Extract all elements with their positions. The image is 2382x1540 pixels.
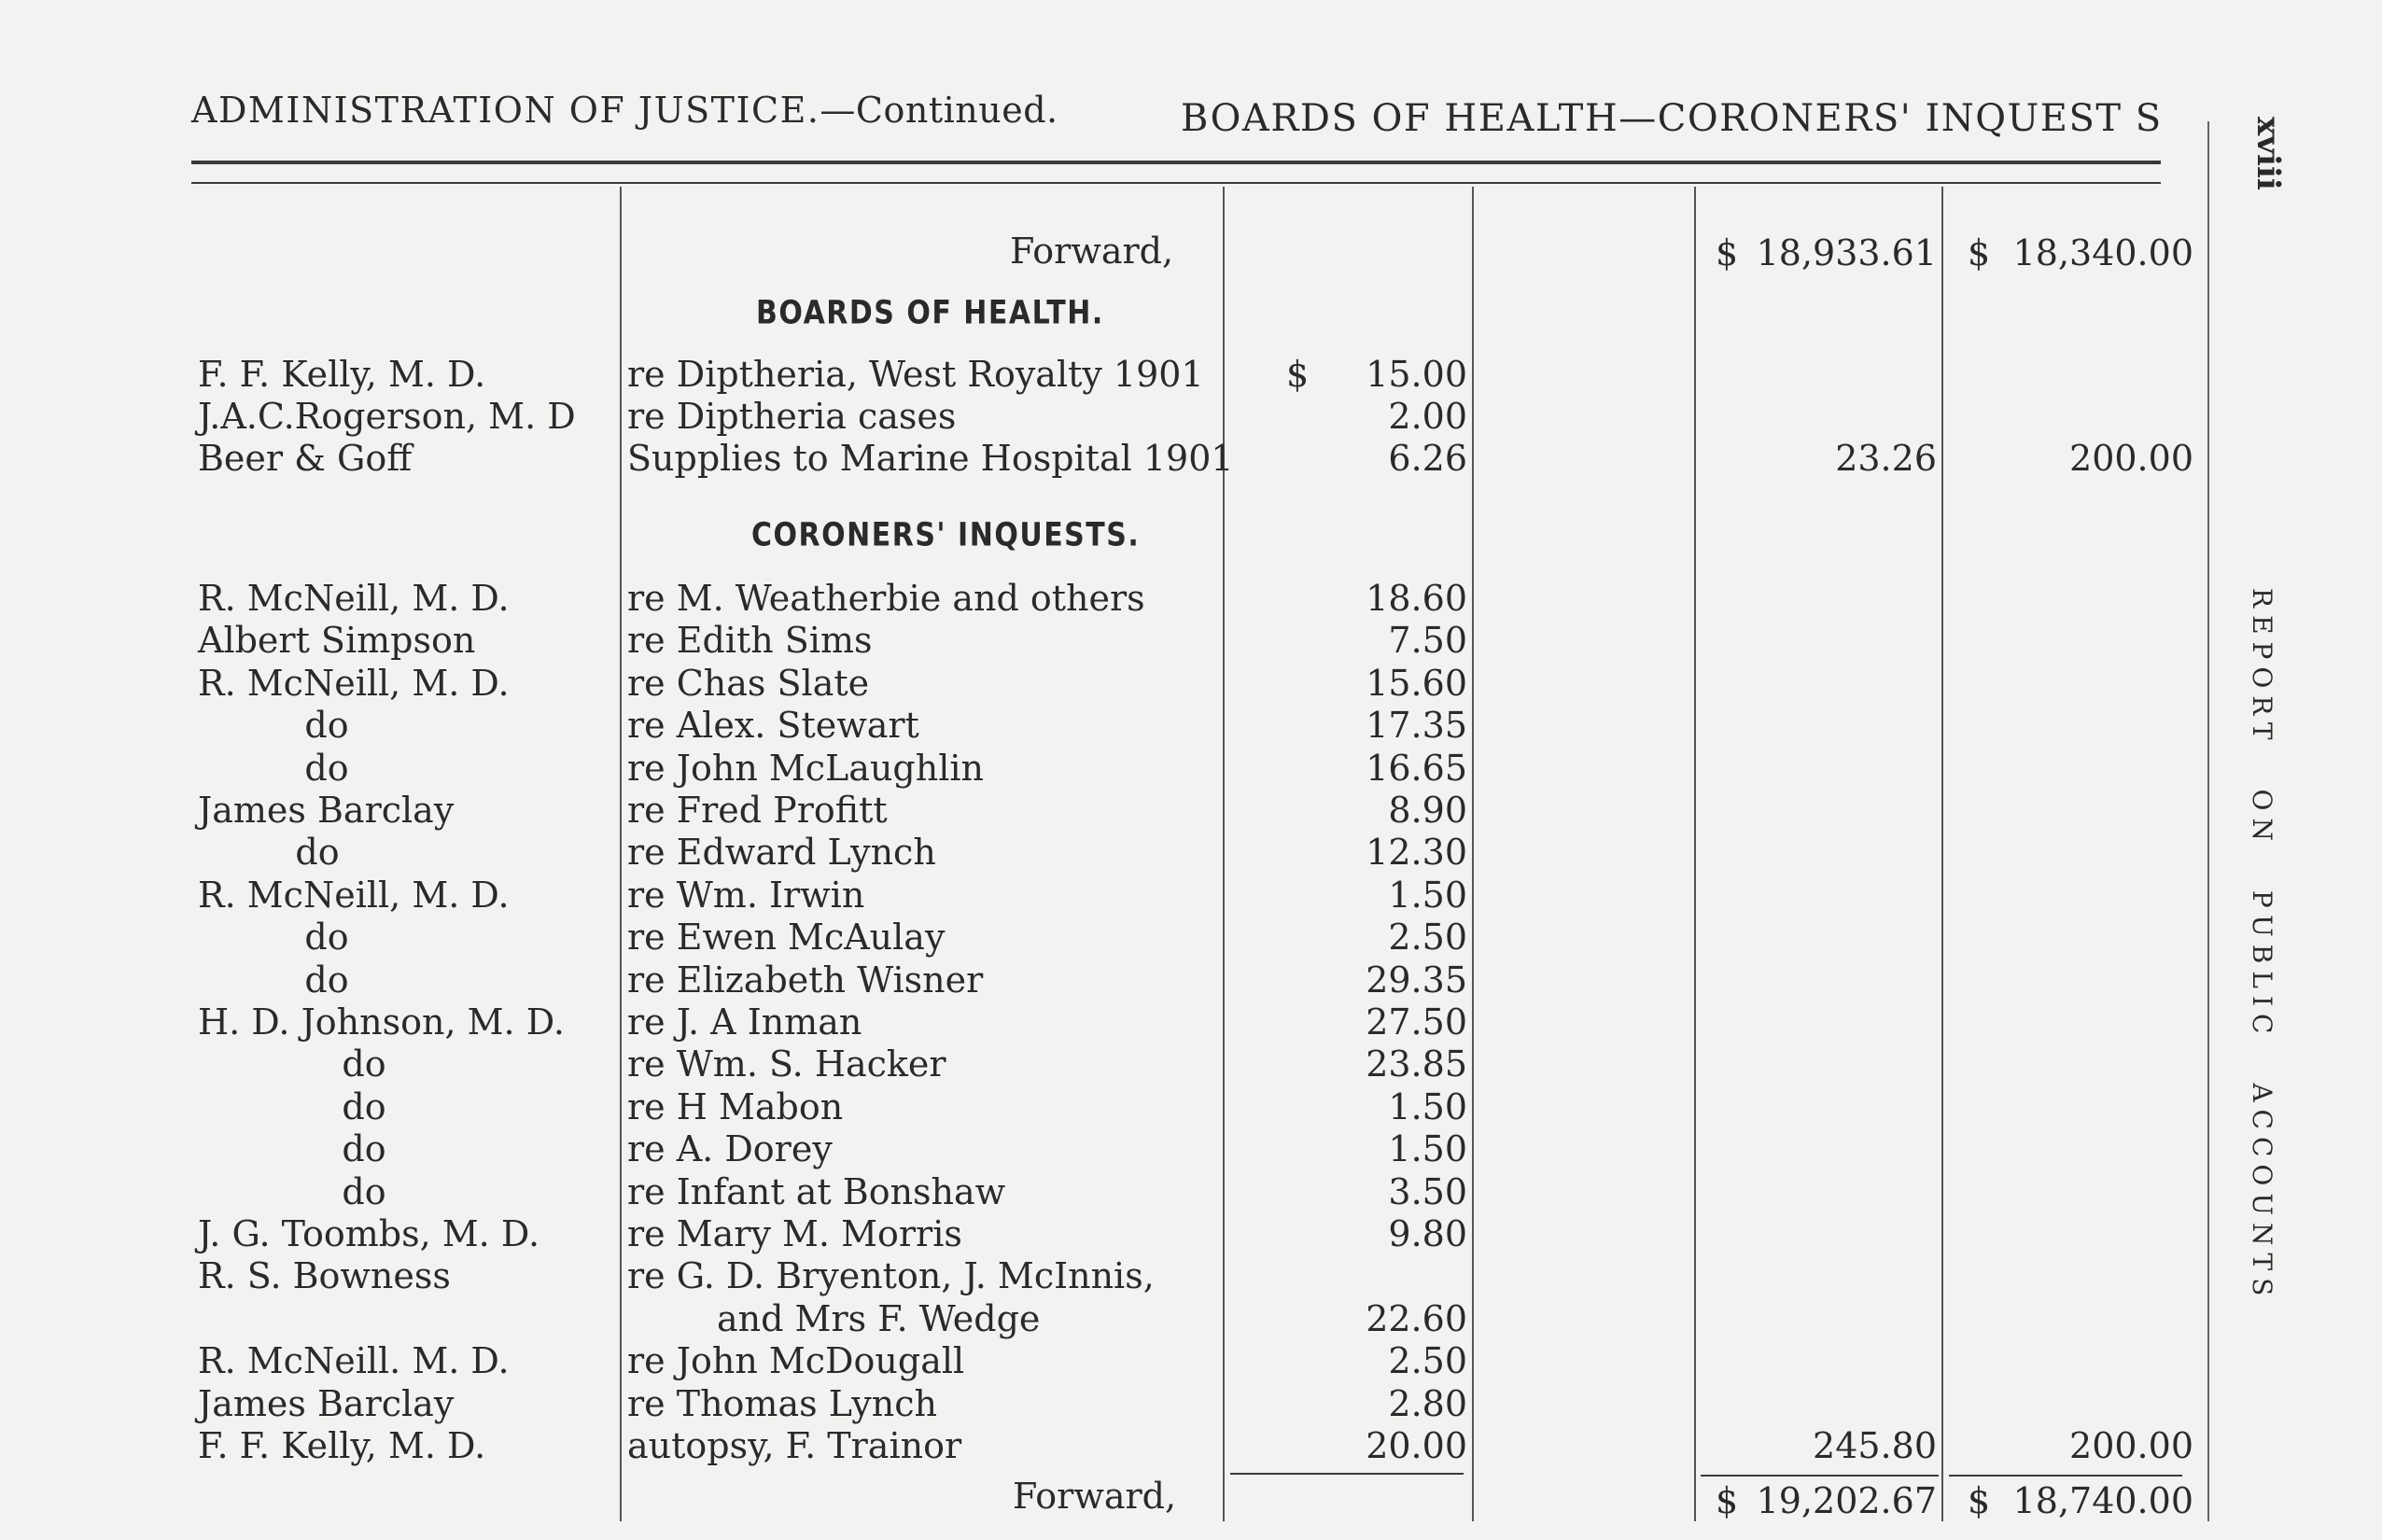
- amount-currency: $: [1286, 354, 1310, 395]
- payee-ditto: do: [304, 917, 349, 959]
- entry-description: re H Mabon: [627, 1085, 844, 1127]
- entry-amount: 20.00: [1366, 1425, 1467, 1466]
- appropriation-amount: 200.00: [2069, 438, 2193, 479]
- entry-amount: 9.80: [1388, 1213, 1467, 1254]
- forward-top-col2: 18,933.61: [1756, 232, 1937, 273]
- entry-description: re Elizabeth Wisner: [627, 959, 984, 1001]
- payee-ditto: do: [342, 1043, 386, 1085]
- entry-amount: 1.50: [1388, 1128, 1467, 1170]
- entry-description: re Fred Profitt: [627, 790, 888, 831]
- subtotal-amount: 245.80: [1813, 1425, 1937, 1466]
- payee-name: F. F. Kelly, M. D.: [198, 354, 486, 395]
- header-rule-top: [191, 161, 2161, 164]
- payee-name: R. S. Bowness: [198, 1255, 451, 1297]
- entry-description: re Wm. S. Hacker: [627, 1043, 946, 1085]
- entry-amount: 15.00: [1366, 354, 1467, 395]
- header-right: BOARDS OF HEALTH—CORONERS' INQUEST S: [1181, 97, 2163, 140]
- forward-bottom-col3: 18,740.00: [2012, 1480, 2193, 1521]
- side-report-title: REPORT ON PUBLIC ACCOUNTS: [2247, 588, 2277, 1304]
- coroners-inquests-title: CORONERS' INQUESTS.: [751, 516, 1141, 554]
- entry-description: re Diptheria cases: [627, 396, 957, 437]
- entry-description: re Chas Slate: [627, 662, 870, 704]
- entry-description: re John McDougall: [627, 1340, 965, 1382]
- entry-amount: 7.50: [1388, 620, 1467, 662]
- payee-name: F. F. Kelly, M. D.: [198, 1425, 486, 1466]
- entry-description: re G. D. Bryenton, J. McInnis,: [627, 1255, 1155, 1297]
- entry-amount: 23.85: [1366, 1043, 1467, 1085]
- payee-name: R. McNeill, M. D.: [198, 662, 510, 704]
- entry-amount: 2.80: [1388, 1382, 1467, 1424]
- appropriation-amount: 200.00: [2069, 1425, 2193, 1466]
- payee-name: J. G. Toombs, M. D.: [198, 1213, 540, 1254]
- entry-amount: 22.60: [1366, 1297, 1467, 1339]
- entry-amount: 2.50: [1388, 1340, 1467, 1382]
- entry-description: re Edward Lynch: [627, 832, 936, 874]
- entry-description: re Thomas Lynch: [627, 1382, 937, 1424]
- entry-description: re Wm. Irwin: [627, 874, 865, 916]
- col-line-amt2-left: [1694, 187, 1696, 1521]
- col-line-amt2-right: [1941, 187, 1943, 1521]
- entry-amount: 27.50: [1366, 1001, 1467, 1043]
- forward-bottom-col2: 19,202.67: [1756, 1480, 1937, 1521]
- payee-name: R. McNeill, M. D.: [198, 578, 510, 619]
- payee-ditto: do: [342, 1128, 386, 1170]
- total-rule-amt2: [1701, 1475, 1939, 1477]
- entry-amount: 1.50: [1388, 874, 1467, 916]
- side-page-number: xviii: [2249, 117, 2287, 190]
- boards-of-health-title: BOARDS OF HEALTH.: [756, 294, 1104, 332]
- entry-description: re Mary M. Morris: [627, 1213, 962, 1254]
- entry-amount: 16.65: [1366, 747, 1467, 789]
- payee-ditto: do: [295, 832, 340, 874]
- col-line-amt1-right: [1472, 187, 1474, 1521]
- forward-bottom-label: Forward,: [1013, 1476, 1177, 1517]
- payee-name: James Barclay: [198, 1382, 455, 1424]
- entry-amount: 6.26: [1388, 438, 1467, 479]
- entry-amount: 15.60: [1366, 662, 1467, 704]
- entry-amount: 2.50: [1388, 917, 1467, 959]
- entry-description: re Infant at Bonshaw: [627, 1170, 1006, 1212]
- payee-name: Beer & Goff: [198, 438, 413, 479]
- forward-top-col2-currency: $: [1716, 232, 1739, 273]
- page-edge-line: [2207, 121, 2209, 1521]
- entry-description: re J. A Inman: [627, 1001, 862, 1043]
- payee-name: James Barclay: [198, 790, 455, 831]
- entry-description: re Edith Sims: [627, 620, 873, 662]
- entry-amount: 1.50: [1388, 1085, 1467, 1127]
- col-line-desc: [620, 187, 622, 1521]
- forward-bottom-col3-currency: $: [1968, 1480, 1991, 1521]
- entry-description: and Mrs F. Wedge: [717, 1297, 1041, 1339]
- forward-bottom-col2-currency: $: [1716, 1480, 1739, 1521]
- entry-description: re Diptheria, West Royalty 1901: [627, 354, 1204, 395]
- entry-amount: 8.90: [1388, 790, 1467, 831]
- header-left-main: ADMINISTRATION OF JUSTICE.: [191, 90, 820, 131]
- payee-ditto: do: [342, 1170, 386, 1212]
- entry-description: re M. Weatherbie and others: [627, 578, 1145, 619]
- col-line-amt1-left: [1223, 187, 1225, 1521]
- entry-description: autopsy, F. Trainor: [627, 1425, 962, 1466]
- payee-name: R. McNeill. M. D.: [198, 1340, 510, 1382]
- entry-description: re Ewen McAulay: [627, 917, 946, 959]
- header-left-continued: —Continued.: [820, 90, 1058, 131]
- payee-name: Albert Simpson: [198, 620, 476, 662]
- payee-ditto: do: [304, 705, 349, 747]
- subtotal-amount: 23.26: [1835, 438, 1937, 479]
- header-rule-bottom: [191, 182, 2161, 184]
- entry-description: re A. Dorey: [627, 1128, 833, 1170]
- entry-amount: 3.50: [1388, 1170, 1467, 1212]
- total-rule-amt3: [1949, 1475, 2182, 1477]
- forward-top-col3: 18,340.00: [2012, 232, 2193, 273]
- header-left: [191, 90, 1058, 131]
- entry-description: re John McLaughlin: [627, 747, 985, 789]
- entry-amount: 29.35: [1366, 959, 1467, 1001]
- entry-amount: 17.35: [1366, 705, 1467, 747]
- entry-amount: 2.00: [1388, 396, 1467, 437]
- total-rule-amt1: [1230, 1473, 1464, 1475]
- entry-description: Supplies to Marine Hospital 1901: [627, 438, 1234, 479]
- payee-name: R. McNeill, M. D.: [198, 874, 510, 916]
- entry-amount: 18.60: [1366, 578, 1467, 619]
- payee-name: J.A.C.Rogerson, M. D: [198, 396, 576, 437]
- entry-amount: 12.30: [1366, 832, 1467, 874]
- forward-top-col3-currency: $: [1968, 232, 1991, 273]
- payee-name: H. D. Johnson, M. D.: [198, 1001, 565, 1043]
- entry-description: re Alex. Stewart: [627, 705, 919, 747]
- payee-ditto: do: [342, 1085, 386, 1127]
- payee-ditto: do: [304, 747, 349, 789]
- forward-top-label: Forward,: [1010, 231, 1174, 272]
- payee-ditto: do: [304, 959, 349, 1001]
